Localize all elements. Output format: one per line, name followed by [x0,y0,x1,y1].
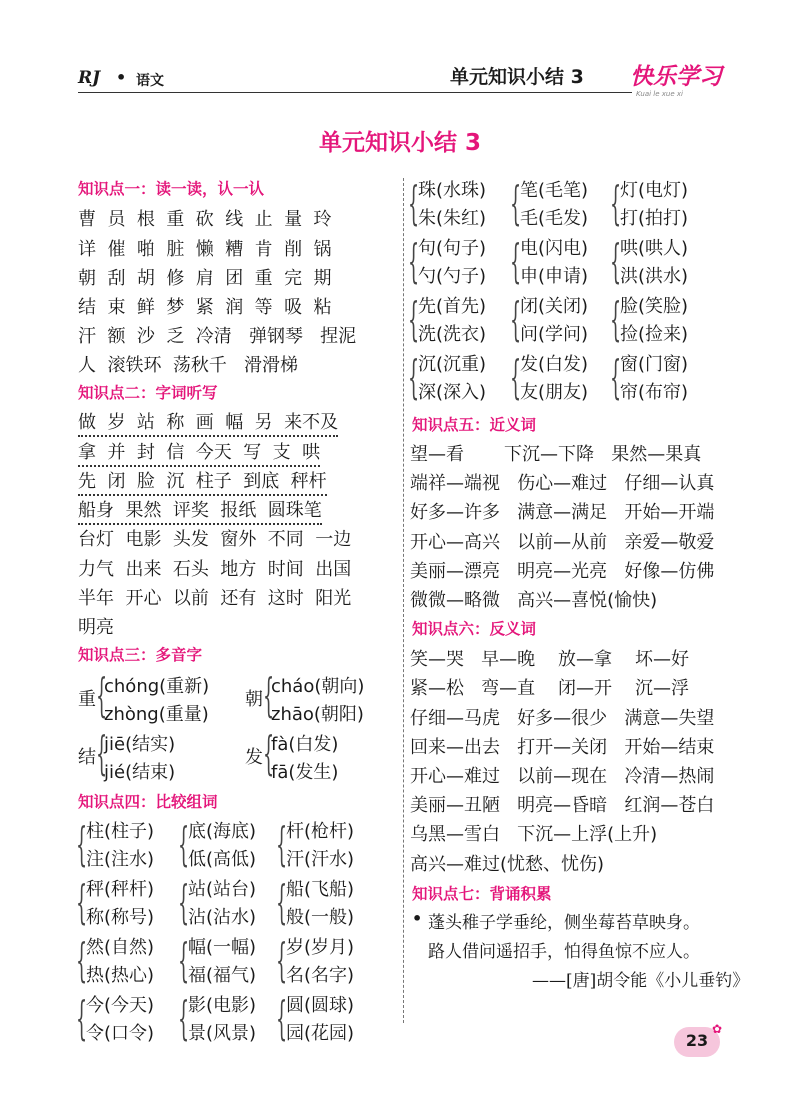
brace-icon: { [408,350,420,404]
header-dot: • [116,68,127,87]
poem-line: 路人借问遥招手，怕得鱼惊不应人。 [428,942,700,962]
brace-icon: { [610,350,622,404]
brace-icon: { [76,933,88,987]
compare-word: 句(句子) [418,238,487,259]
brace-icon: { [408,176,420,230]
page-number: 23 [685,1031,709,1050]
brace-icon: { [610,292,622,346]
compare-word: 毛(毛发) [520,208,589,229]
compare-word: 窗(门窗) [620,354,689,375]
brace-icon: { [76,991,88,1045]
compare-word: 令(口令) [86,1023,155,1044]
sec6-row: 开心—难过 以前—现在 冷清—热闹 [410,766,715,787]
brace-icon: { [408,234,420,288]
compare-word: 笔(毛笔) [520,180,589,201]
compare-word: 影(电影) [188,995,257,1016]
compare-word: 深(深入) [418,382,487,403]
sec5-row: 端祥—端视 伤心—难过 仔细—认真 [410,473,715,494]
brace-icon: { [276,933,288,987]
brace-icon: { [263,726,275,780]
sec6-row: 回来—出去 打开—关闭 开始—结束 [410,737,715,758]
section-title-1: 知识点一：读一读，认一认 [78,180,265,198]
compare-word: 船(飞船) [286,879,355,900]
compare-word: 洪(洪水) [620,266,689,287]
compare-word: 岁(岁月) [286,937,355,958]
brace-icon: { [178,875,190,929]
compare-word: 注(注水) [86,849,155,870]
sec1-row: 朝 刮 胡 修 肩 团 重 完 期 [78,268,332,289]
brace-icon: { [510,234,522,288]
polyphone-reading: fā(发生) [271,762,339,783]
sec2-row: 台灯 电影 头发 窗外 不同 一边 [78,529,352,550]
poem-line: 蓬头稚子学垂纶，侧坐莓苔草映身。 [428,913,700,933]
sec2-row: 先 闭 脸 沉 柱子 到底 秤杆 [78,467,327,496]
brace-icon: { [76,817,88,871]
compare-word: 朱(朱红) [418,208,487,229]
sec1-row: 结 束 鲜 梦 紧 润 等 吸 粘 [78,297,332,318]
header-title: 单元知识小结 3 [450,66,584,88]
sec2-row: 明亮 [78,617,114,638]
brand-logo: 快乐学习 [630,64,722,90]
compare-word: 般(一般) [286,907,355,928]
brace-icon: { [610,176,622,230]
sec1-row: 详 催 啪 脏 懒 糟 肯 削 锅 [78,239,332,260]
section-title-4: 知识点四：比较组词 [78,793,218,811]
compare-word: 友(朋友) [520,382,589,403]
compare-word: 站(站台) [188,879,257,900]
brace-icon: { [510,350,522,404]
compare-word: 圆(圆球) [286,995,355,1016]
page-title: 单元知识小结 3 [318,130,481,156]
brace-icon: { [263,668,275,722]
brace-icon: { [276,817,288,871]
polyphone-char: 重 [78,689,96,710]
sec5-row: 微微—略微 高兴—喜悦(愉快) [410,590,658,611]
polyphone-reading: fà(白发) [271,734,339,755]
brace-icon: { [178,933,190,987]
sec6-row: 美丽—丑陋 明亮—昏暗 红润—苍白 [410,795,715,816]
compare-word: 杆(枪杆) [286,821,355,842]
compare-word: 洗(洗衣) [418,324,487,345]
compare-word: 景(风景) [188,1023,257,1044]
sec6-row: 笑—哭 早—晚 放—拿 坏—好 [410,649,689,670]
section-title-5: 知识点五：近义词 [412,416,537,434]
compare-word: 脸(笑脸) [620,296,689,317]
poem-author: ——[唐]胡令能《小儿垂钓》 [532,971,750,991]
compare-word: 沾(沾水) [188,907,257,928]
brace-icon: { [96,726,108,780]
polyphone-reading: cháo(朝向) [271,676,365,697]
compare-word: 福(福气) [188,965,257,986]
compare-word: 珠(水珠) [418,180,487,201]
compare-word: 先(首先) [418,296,487,317]
compare-word: 底(海底) [188,821,257,842]
compare-word: 热(热心) [86,965,155,986]
compare-word: 申(申请) [520,266,589,287]
brace-icon: { [610,234,622,288]
sec1-row: 人 滚铁环 荡秋千 滑滑梯 [78,355,299,376]
sec5-row: 美丽—漂亮 明亮—光亮 好像—仿佛 [410,561,715,582]
compare-word: 今(今天) [86,995,155,1016]
compare-word: 汗(汗水) [286,849,355,870]
brace-icon: { [276,991,288,1045]
brace-icon: { [178,817,190,871]
section-title-6: 知识点六：反义词 [412,620,537,638]
brace-icon: { [76,875,88,929]
polyphone-reading: jiē(结实) [104,734,176,755]
sec1-row: 曹 员 根 重 砍 线 止 量 玲 [78,209,332,230]
compare-word: 发(白发) [520,354,589,375]
compare-word: 园(花园) [286,1023,355,1044]
sec2-row: 半年 开心 以前 还有 这时 阳光 [78,588,352,609]
subject-label: 语文 [136,73,164,89]
polyphone-reading: chóng(重新) [104,676,210,697]
polyphone-char: 结 [78,747,96,768]
compare-word: 幅(一幅) [188,937,257,958]
compare-word: 柱(柱子) [86,821,155,842]
polyphone-reading: jié(结束) [104,762,176,783]
sec5-row: 开心—高兴 以前—从前 亲爱—敬爱 [410,532,715,553]
compare-word: 沉(沉重) [418,354,487,375]
brand-logo-pinyin: Kuai le xue xi [636,90,683,98]
sec6-row: 仔细—马虎 好多—很少 满意—失望 [410,708,715,729]
sec2-row: 船身 果然 评奖 报纸 圆珠笔 [78,496,322,525]
section-title-7: 知识点七：背诵积累 [412,885,552,903]
sec2-row: 拿 并 封 信 今天 写 支 哄 [78,438,320,467]
compare-word: 帘(布帘) [620,382,689,403]
compare-word: 低(高低) [188,849,257,870]
compare-word: 闭(关闭) [520,296,589,317]
sec5-row: 好多—许多 满意—满足 开始—开端 [410,502,715,523]
polyphone-char: 发 [245,747,263,768]
brace-icon: { [408,292,420,346]
poem-bullet: • [412,909,423,928]
polyphone-reading: zhāo(朝阳) [271,704,364,725]
brace-icon: { [276,875,288,929]
column-divider [403,178,404,1023]
compare-word: 捡(捡来) [620,324,689,345]
compare-word: 称(称号) [86,907,155,928]
sec6-row: 高兴—难过(忧愁、忧伤) [410,854,605,875]
compare-word: 秤(秤杆) [86,879,155,900]
sec2-row: 力气 出来 石头 地方 时间 出国 [78,559,352,580]
section-title-3: 知识点三：多音字 [78,646,203,664]
flower-icon: ✿ [712,1022,723,1036]
section-title-2: 知识点二：字词听写 [78,384,218,402]
header-rule [78,92,632,93]
sec6-row: 乌黑—雪白 下沉—上浮(上升) [410,824,658,845]
compare-word: 勺(勺子) [418,266,487,287]
sec5-row: 望—看 下沉—下降 果然—果真 [410,444,702,465]
brace-icon: { [178,991,190,1045]
edition-mark: RJ [78,68,101,88]
sec6-row: 紧—松 弯—直 闭—开 沉—浮 [410,678,689,699]
compare-word: 问(学问) [520,324,589,345]
brace-icon: { [96,668,108,722]
compare-word: 打(拍打) [620,208,689,229]
compare-word: 电(闪电) [520,238,589,259]
compare-word: 然(自然) [86,937,155,958]
sec2-row: 做 岁 站 称 画 幅 另 来不及 [78,408,338,437]
compare-word: 名(名字) [286,965,355,986]
polyphone-reading: zhòng(重量) [104,704,209,725]
brace-icon: { [510,292,522,346]
compare-word: 灯(电灯) [620,180,689,201]
polyphone-char: 朝 [245,689,263,710]
compare-word: 哄(哄人) [620,238,689,259]
sec1-row: 汗 额 沙 乏 冷清 弹钢琴 捏泥 [78,326,357,347]
brace-icon: { [510,176,522,230]
